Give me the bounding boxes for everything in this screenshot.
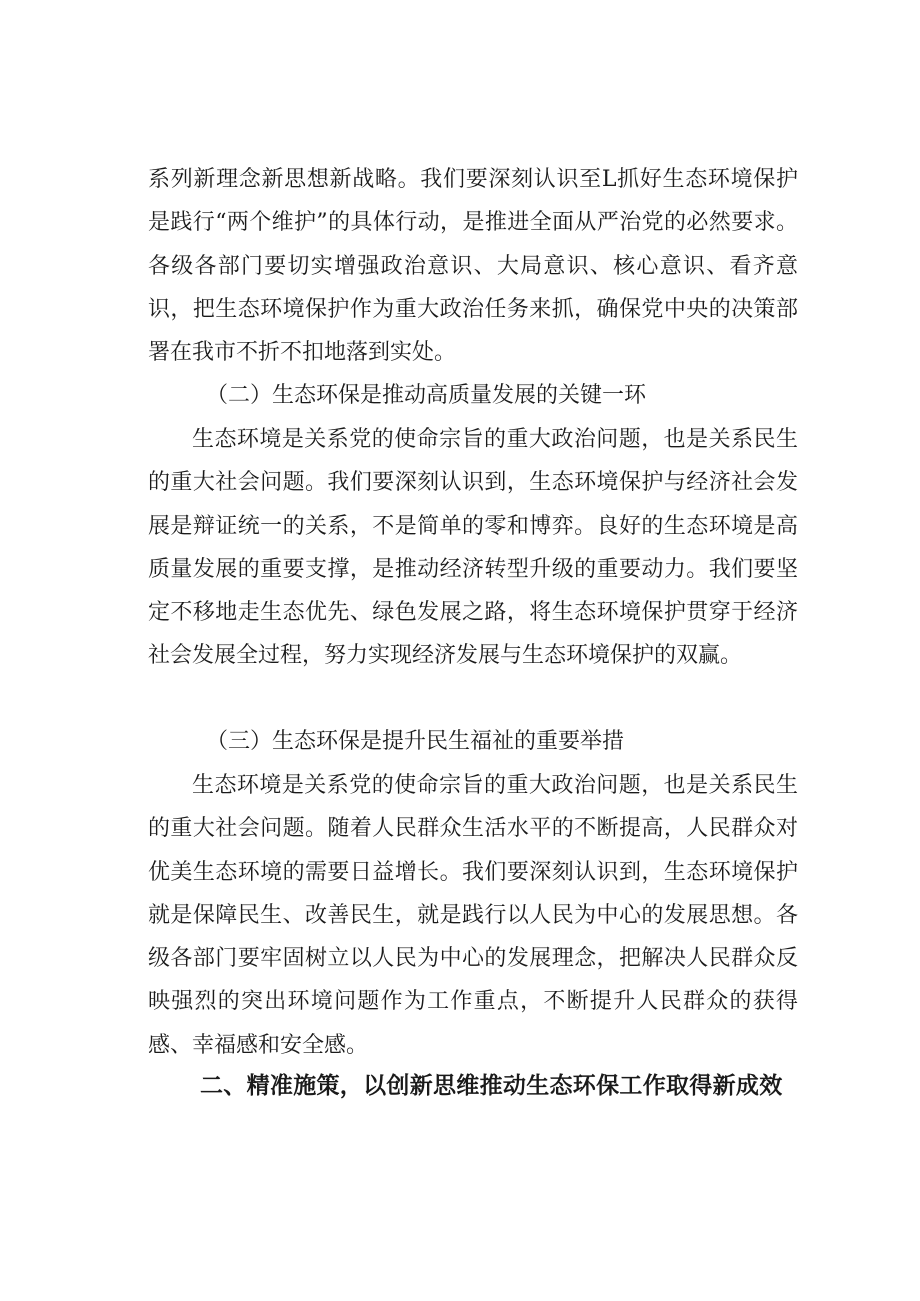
- section-2-title: （二）生态环保是推动高质量发展的关键一环: [206, 383, 647, 408]
- continuation-paragraph: 系列新理念新思想新战略。我们要深刻认识至L抓好生态环境保护是践行“两个维护”的具体行动，是推进全面从严治党的必然要求。各级各部门要切实增强政治意识、大局意识、核心意识、看齐意识，把生态环境保护作为重大政治任务来抓，确保党中央的决策部署在我市不折不扣地落到实处。: [148, 167, 798, 366]
- section-3-title: （三）生态环保是提升民生福祉的重要举措: [206, 729, 625, 754]
- chapter-2-heading: 二、精准施策，以创新思维推动生态环保工作取得新成效: [200, 1073, 783, 1099]
- section-2-body: 生态环境是关系党的使命宗旨的重大政治问题，也是关系民生的重大社会问题。我们要深刻认识到，生态环境保护与经济社会发展是辩证统一的关系，不是简单的零和博弈。良好的生态环境是高质量发展的重要支撑，是推动经济转型升级的重要动力。我们要坚定不移地走生态优先、绿色发展之路，将生态环境保护贯穿于经济社会发展全过程，努力实现经济发展与生态环境保护的双赢。: [148, 427, 798, 669]
- section-3-body: 生态环境是关系党的使命宗旨的重大政治问题，也是关系民生的重大社会问题。随着人民群众生活水平的不断提高，人民群众对优美生态环境的需要日益增长。我们要深刻认识到，生态环境保护就是保障民生、改善民生，就是践行以人民为中心的发展思想。各级各部门要牢固树立以人民为中心的发展理念，把解决人民群众反映强烈的突出环境问题作为工作重点，不断提升人民群众的获得感、幸福感和安全感。: [148, 773, 798, 1058]
